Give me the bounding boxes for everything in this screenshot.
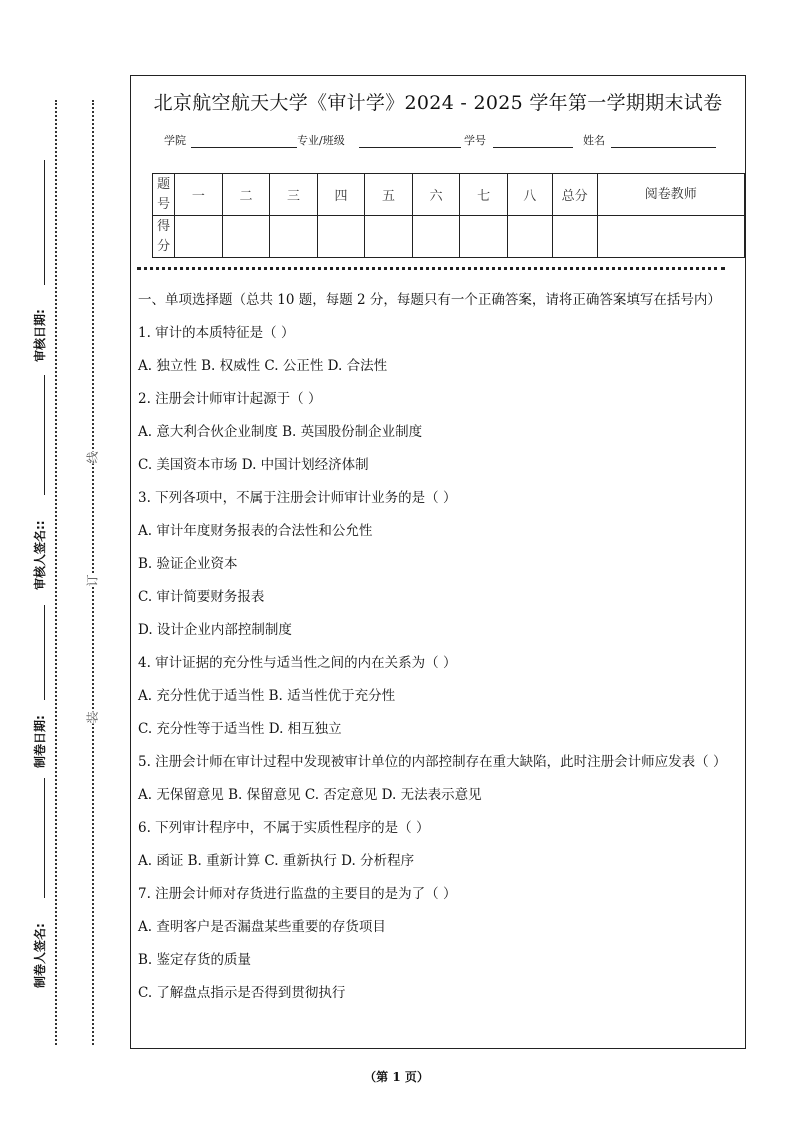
score-cell[interactable] (270, 216, 318, 258)
question-stem: 7. 注册会计师对存货进行监盘的主要目的是为了（ ） (138, 886, 457, 902)
column-header: 一 (175, 174, 223, 216)
options-line: C. 美国资本市场 D. 中国计划经济体制 (138, 457, 369, 473)
signature-line (44, 605, 45, 700)
page-number: （第 1 页） (364, 1070, 429, 1084)
options-line: D. 设计企业内部控制制度 (138, 622, 292, 638)
column-header: 阅卷教师 (597, 174, 745, 216)
options-line: C. 充分性等于适当性 D. 相互独立 (138, 721, 342, 737)
score-cell[interactable] (175, 216, 223, 258)
college-field[interactable] (191, 147, 297, 148)
options-line: A. 独立性 B. 权威性 C. 公正性 D. 合法性 (138, 358, 388, 374)
question-stem: 2. 注册会计师审计起源于（ ） (138, 391, 322, 407)
score-table (152, 173, 745, 258)
question-number-header: 题号 (153, 174, 175, 216)
paper-date-label: 制卷日期: (33, 715, 47, 768)
options-line: C. 了解盘点指示是否得到贯彻执行 (138, 985, 346, 1001)
column-header: 总分 (552, 174, 597, 216)
student-id-field[interactable] (493, 147, 573, 148)
section-heading: 一、单项选择题（总共 10 题，每题 2 分，每题只有一个正确答案，请将正确答案填写在括号内） (138, 292, 721, 308)
section-divider (137, 267, 725, 270)
options-line: A. 审计年度财务报表的合法性和公允性 (138, 523, 373, 539)
score-cell[interactable] (507, 216, 552, 258)
name-label: 姓名 (583, 134, 605, 147)
question-stem: 3. 下列各项中，不属于注册会计师审计业务的是（ ） (138, 490, 457, 506)
table-row (153, 216, 745, 258)
paper-maker-signature-label: 制卷人签名: (33, 923, 47, 988)
score-cell[interactable] (460, 216, 508, 258)
score-cell[interactable] (412, 216, 460, 258)
column-header: 八 (507, 174, 552, 216)
column-header: 六 (412, 174, 460, 216)
score-cell[interactable] (222, 216, 270, 258)
column-header: 三 (270, 174, 318, 216)
score-cell[interactable] (317, 216, 365, 258)
binding-char-ding: 订 (82, 574, 103, 586)
binding-dotted-line-inner (92, 100, 94, 1045)
major-class-field[interactable] (359, 147, 461, 148)
reviewer-signature-label: 审核人签名:: (33, 520, 47, 590)
question-stem: 6. 下列审计程序中，不属于实质性程序的是（ ） (138, 820, 430, 836)
exam-frame (130, 75, 746, 1049)
column-header: 二 (222, 174, 270, 216)
options-line: B. 鉴定存货的质量 (138, 952, 252, 968)
major-class-label: 专业/班级 (297, 134, 345, 147)
question-stem: 1. 审计的本质特征是（ ） (138, 325, 295, 341)
score-row-header: 得分 (153, 216, 175, 258)
college-label: 学院 (164, 134, 186, 147)
signature-line (44, 160, 45, 285)
binding-char-zhuang: 装 (82, 711, 103, 723)
question-stem: 4. 审计证据的充分性与适当性之间的内在关系为（ ） (138, 655, 457, 671)
question-stem: 5. 注册会计师在审计过程中发现被审计单位的内部控制存在重大缺陷，此时注册会计师应发表（ ） (138, 754, 727, 770)
binding-dotted-line-outer (55, 100, 57, 1045)
options-line: A. 函证 B. 重新计算 C. 重新执行 D. 分析程序 (138, 853, 415, 869)
options-line: C. 审计简要财务报表 (138, 589, 265, 605)
score-cell[interactable] (365, 216, 413, 258)
options-line: B. 验证企业资本 (138, 556, 238, 572)
page-title: 北京航空航天大学《审计学》2024 - 2025 学年第一学期期末试卷 (153, 92, 723, 114)
column-header: 四 (317, 174, 365, 216)
score-cell[interactable] (597, 216, 745, 258)
question-section (138, 290, 738, 1016)
score-cell[interactable] (552, 216, 597, 258)
options-line: A. 查明客户是否漏盘某些重要的存货项目 (138, 919, 386, 935)
options-line: A. 无保留意见 B. 保留意见 C. 否定意见 D. 无法表示意见 (138, 787, 482, 803)
column-header: 七 (460, 174, 508, 216)
signature-line (44, 778, 45, 898)
options-line: A. 充分性优于适当性 B. 适当性优于充分性 (138, 688, 396, 704)
binding-char-xian: 线 (82, 451, 103, 463)
options-line: A. 意大利合伙企业制度 B. 英国股份制企业制度 (138, 424, 423, 440)
name-field[interactable] (611, 147, 716, 148)
table-row (153, 174, 745, 216)
review-date-label: 审核日期: (33, 309, 47, 362)
student-id-label: 学号 (464, 134, 486, 147)
signature-line (44, 375, 45, 495)
column-header: 五 (365, 174, 413, 216)
